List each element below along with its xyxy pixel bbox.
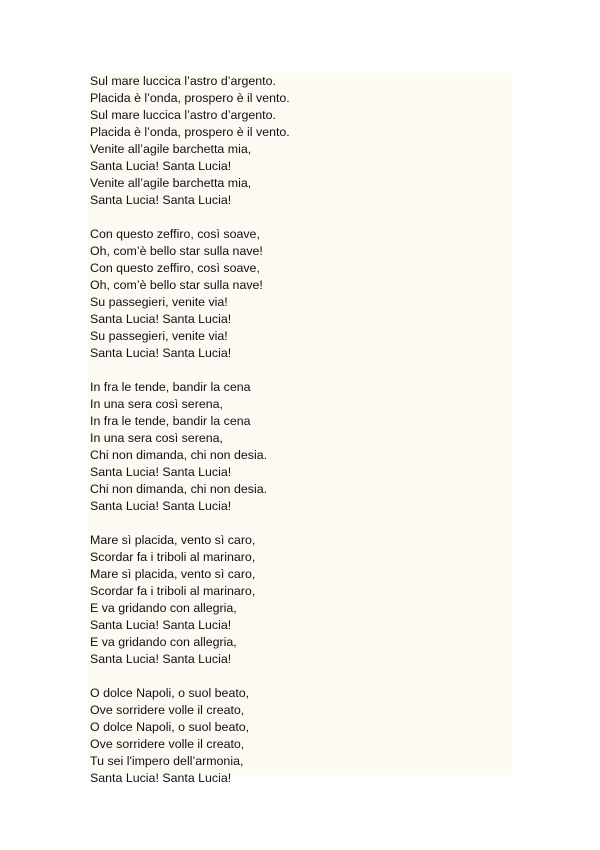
lyric-line: Mare sì placida, vento sì caro,	[90, 533, 256, 547]
lyric-line: Placida è l’onda, prospero è il vento.	[90, 125, 290, 139]
lyric-line: E va gridando con allegria,	[90, 635, 237, 649]
lyric-line: Venite all’agile barchetta mia,	[90, 176, 252, 190]
lyric-line: Santa Lucia! Santa Lucia!	[90, 312, 232, 326]
lyric-line: Su passegieri, venite via!	[90, 329, 228, 343]
lyric-line: Oh, com’è bello star sulla nave!	[90, 278, 263, 292]
lyric-line: In fra le tende, bandir la cena	[90, 380, 251, 394]
lyric-line: Santa Lucia! Santa Lucia!	[90, 465, 232, 479]
lyric-line: In fra le tende, bandir la cena	[90, 414, 251, 428]
stanza-4	[88, 532, 512, 668]
lyric-line: Santa Lucia! Santa Lucia!	[90, 652, 232, 666]
lyric-line: Oh, com’è bello star sulla nave!	[90, 244, 263, 258]
stanza-2	[88, 226, 512, 362]
lyric-line: Santa Lucia! Santa Lucia!	[90, 771, 232, 785]
lyric-line: Con questo zeffiro, così soave,	[90, 227, 260, 241]
lyric-line: Santa Lucia! Santa Lucia!	[90, 193, 232, 207]
stanza-5	[88, 685, 512, 787]
lyric-line: Scordar fa i triboli al marinaro,	[90, 550, 256, 564]
lyric-line: Venite all’agile barchetta mia,	[90, 142, 252, 156]
lyric-line: Ove sorridere volle il creato,	[90, 737, 245, 751]
stanza-1	[88, 73, 512, 209]
lyric-line: Placida è l’onda, prospero è il vento.	[90, 91, 290, 105]
lyric-line: In una sera così serena,	[90, 431, 223, 445]
lyrics-text-block	[88, 73, 512, 785]
lyric-line: Mare sì placida, vento sì caro,	[90, 567, 256, 581]
lyric-line: O dolce Napoli, o suol beato,	[90, 686, 250, 700]
lyric-line: Sul mare luccica l’astro d’argento.	[90, 108, 276, 122]
lyric-line: Su passegieri, venite via!	[90, 295, 228, 309]
lyric-line: Santa Lucia! Santa Lucia!	[90, 618, 232, 632]
lyric-line: E va gridando con allegria,	[90, 601, 237, 615]
lyric-line: O dolce Napoli, o suol beato,	[90, 720, 250, 734]
lyric-line: Sul mare luccica l’astro d’argento.	[90, 74, 276, 88]
stanza-3	[88, 379, 512, 515]
lyric-line: Tu sei l'impero dell’armonia,	[90, 754, 244, 768]
lyric-line: Chi non dimanda, chi non desia.	[90, 448, 268, 462]
lyric-line: Santa Lucia! Santa Lucia!	[90, 159, 232, 173]
lyric-line: Santa Lucia! Santa Lucia!	[90, 499, 232, 513]
lyric-line: Con questo zeffiro, così soave,	[90, 261, 260, 275]
lyric-line: Santa Lucia! Santa Lucia!	[90, 346, 232, 360]
lyric-line: In una sera così serena,	[90, 397, 223, 411]
lyric-line: Chi non dimanda, chi non desia.	[90, 482, 268, 496]
lyric-line: Ove sorridere volle il creato,	[90, 703, 245, 717]
lyric-line: Scordar fa i triboli al marinaro,	[90, 584, 256, 598]
